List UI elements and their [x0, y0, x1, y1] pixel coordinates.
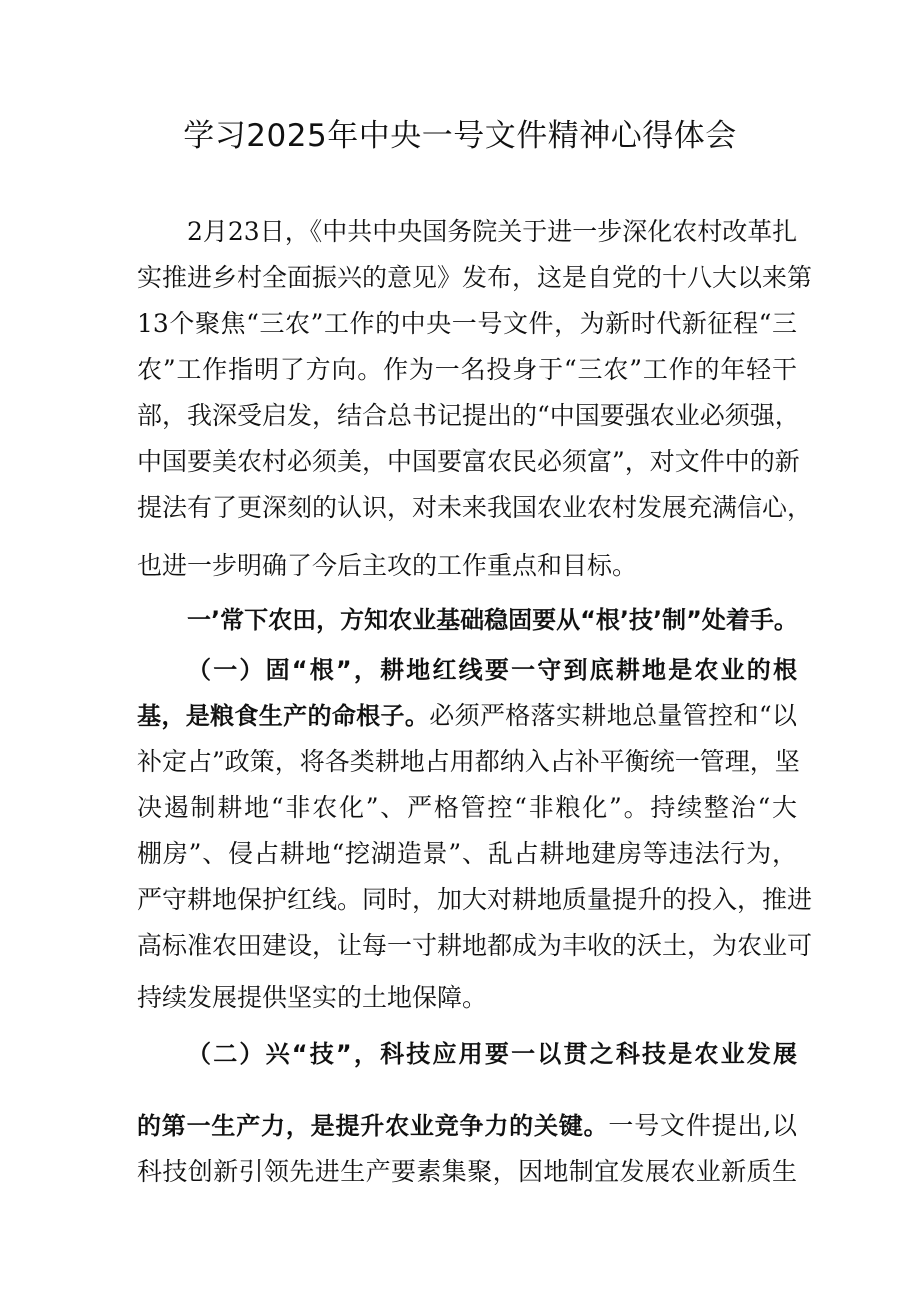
body-line: 持续发展提供坚实的土地保障。 — [137, 983, 488, 1012]
subsection-line — [137, 1106, 797, 1146]
subsection-line — [137, 696, 797, 736]
body-text: 必须严格落实耕地总量管控和“以 — [429, 701, 797, 730]
body-line: 科技创新引领先进生产要素集聚，因地制宜发展农业新质生 — [137, 1157, 797, 1186]
intro-line: 农”工作指明了方向。作为一名投身于“三农”工作的年轻干 — [137, 355, 797, 384]
intro-line: 也进一步明确了今后主攻的工作重点和目标。 — [137, 551, 638, 580]
intro-line: 实推进乡村全面振兴的意见》发布，这是自党的十八大以来第 — [137, 263, 813, 292]
body-line: 严守耕地保护红线。同时，加大对耕地质量提升的投入，推进 — [137, 885, 813, 914]
subsection-heading: （二）兴“技”，科技应用要一以贯之科技是农业发展 — [187, 1040, 797, 1068]
subsection-heading-cont: 的第一生产力，是提升农业竞争力的关键。 — [137, 1112, 609, 1140]
subsection-heading: （一）固“根”，耕地红线要一守到底耕地是农业的根 — [187, 656, 797, 684]
body-line: 决遏制耕地“非农化”、严格管控“非粮化”。持续整治“大 — [137, 793, 797, 822]
body-line: 高标准农田建设，让每一寸耕地都成为丰收的沃土，为农业可 — [137, 931, 813, 960]
section-heading: 一’常下农田，方知农业基础稳固要从“根’技’制”处着手。 — [187, 606, 798, 634]
intro-line: 13个聚焦“三农”工作的中央一号文件，为新时代新征程“三 — [137, 309, 797, 338]
body-line: 补定占”政策，将各类耕地占用都纳入占补平衡统一管理，坚 — [137, 747, 800, 776]
intro-line: 部，我深受启发，结合总书记提出的“中国要强农业必须强， — [137, 401, 800, 430]
intro-line: 2月23日，《中共中央国务院关于进一步深化农村改革扎 — [187, 217, 798, 246]
subsection-heading-cont: 基，是粮食生产的命根子。 — [137, 702, 430, 730]
intro-line: 提法有了更深刻的认识，对未来我国农业农村发展充满信心， — [137, 493, 813, 522]
body-text: 一号文件提出,以 — [608, 1111, 798, 1140]
document-title: 学习2025年中央一号文件精神心得体会 — [183, 118, 737, 154]
intro-line: 中国要美农村必须美，中国要富农民必须富”，对文件中的新 — [137, 447, 800, 476]
body-line: 棚房”、侵占耕地“挖湖造景”、乱占耕地建房等违法行为， — [137, 839, 797, 868]
